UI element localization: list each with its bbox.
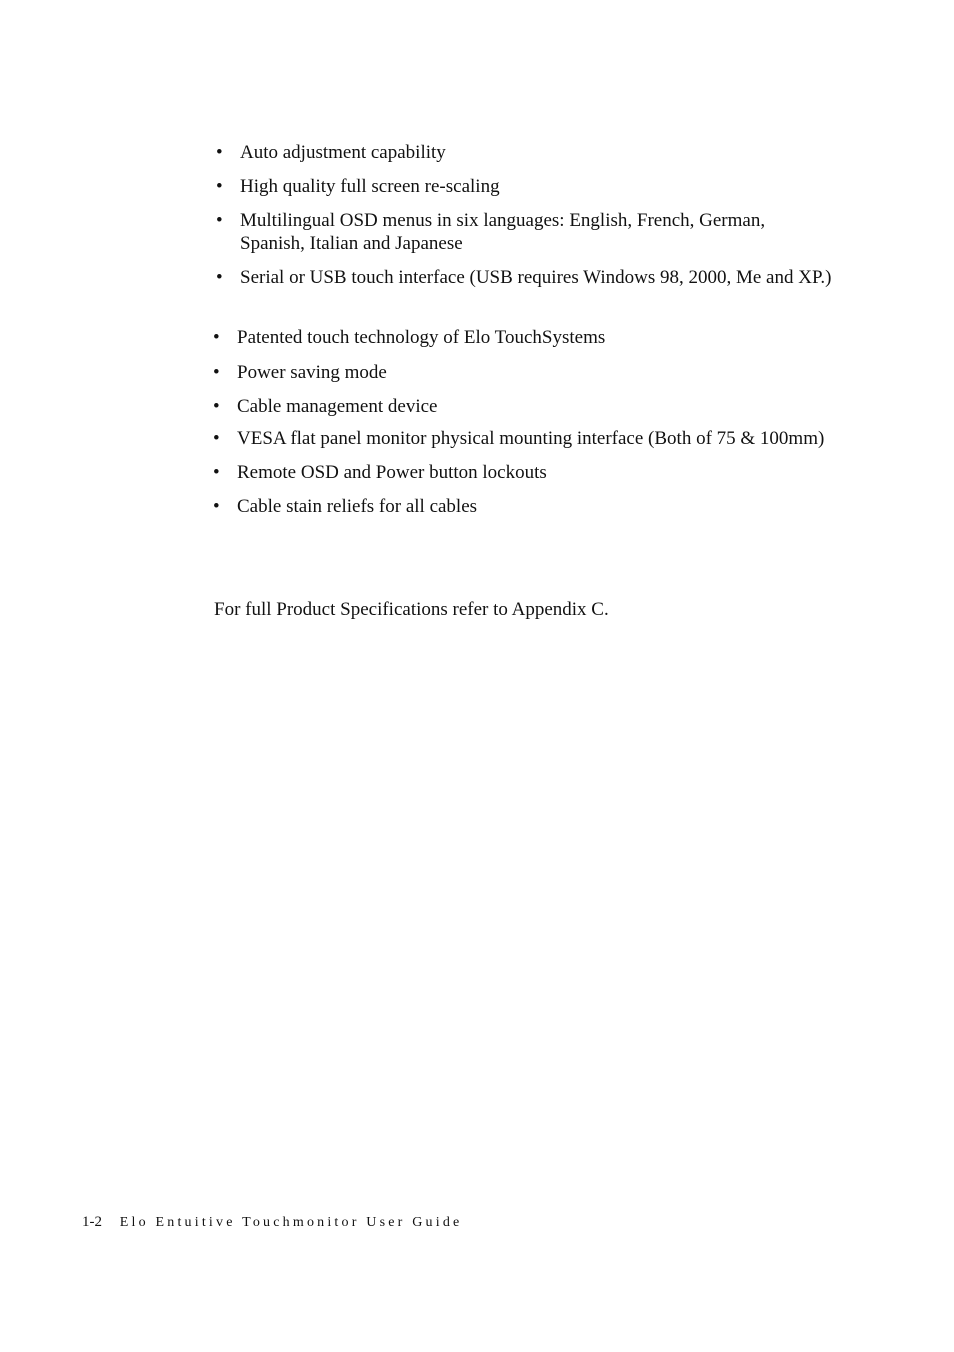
bullet-icon: • — [213, 362, 220, 383]
feature-text: Auto adjustment capability — [240, 142, 446, 163]
footer-title: Elo Entuitive Touchmonitor User Guide — [119, 1215, 463, 1230]
feature-text: VESA flat panel monitor physical mounting interface (Both of 75 & 100mm) — [237, 428, 825, 449]
feature-text: Remote OSD and Power button lockouts — [237, 462, 547, 483]
feature-text: Multilingual OSD menus in six languages: English, French, German, Spanish, Italian and Japanese — [240, 210, 766, 254]
bullet-icon: • — [216, 267, 223, 288]
page-footer — [82, 1212, 462, 1233]
footer-page-number: 1-2 — [82, 1214, 102, 1230]
feature-text: Cable stain reliefs for all cables — [237, 496, 478, 517]
feature-text: Patented touch technology of Elo TouchSystems — [237, 327, 606, 348]
bullet-icon: • — [213, 462, 220, 483]
feature-text: Cable management device — [237, 396, 438, 417]
feature-text: High quality full screen re-scaling — [240, 176, 500, 197]
bullet-icon: • — [213, 396, 220, 417]
feature-text: Serial or USB touch interface (USB requires Windows 98, 2000, Me and XP.) — [240, 267, 832, 288]
spec-note: For full Product Specifications refer to Appendix C. — [214, 599, 609, 620]
feature-text: Power saving mode — [237, 362, 387, 383]
bullet-icon: • — [216, 142, 223, 163]
bullet-icon: • — [213, 496, 220, 517]
bullet-icon: • — [213, 428, 220, 449]
bullet-icon: • — [216, 176, 223, 197]
bullet-icon: • — [213, 327, 220, 348]
bullet-icon: • — [216, 210, 223, 231]
